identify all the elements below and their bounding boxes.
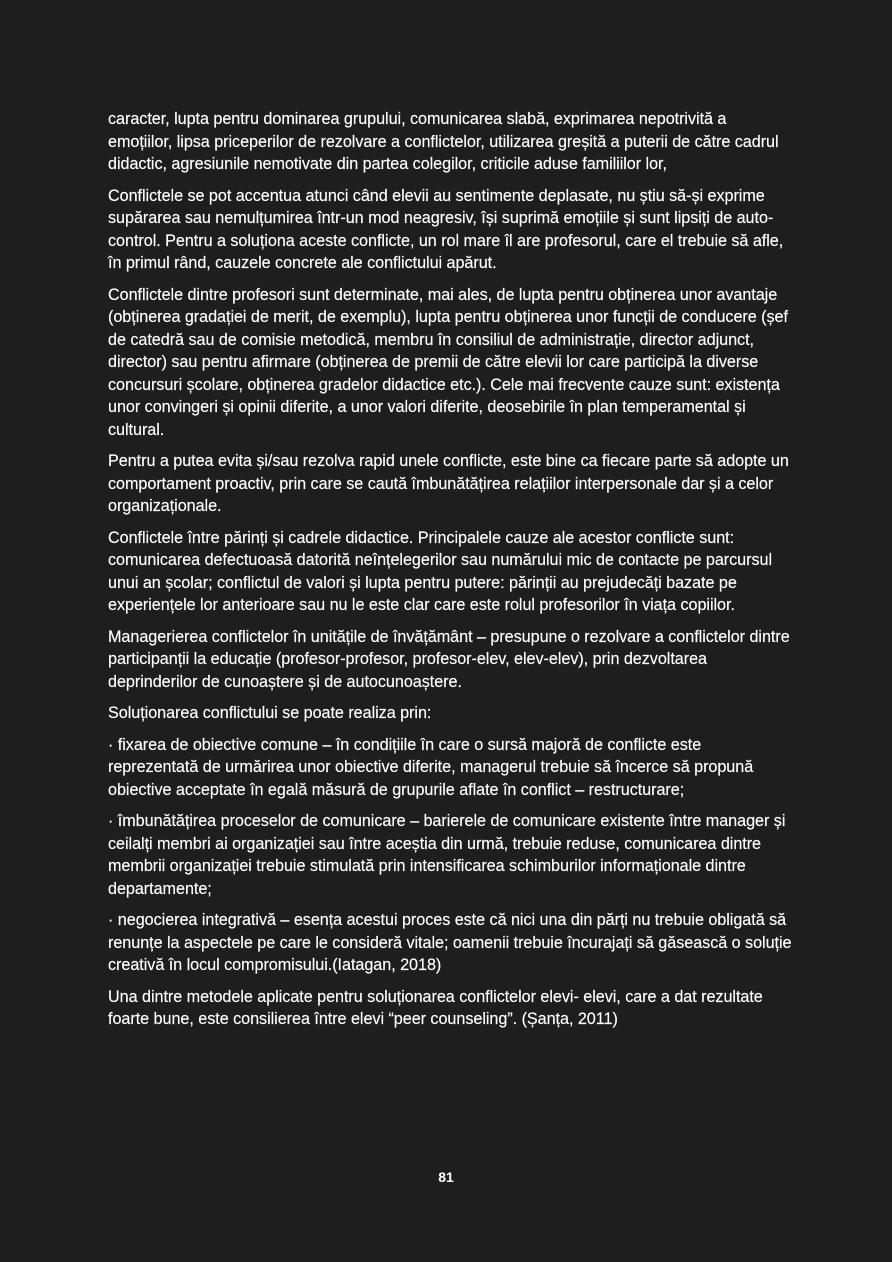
list-item-communication: · îmbunătățirea proceselor de comunicare – barierele de comunicare existente între manager și ceilalți membri ai organizației sau între aceștia din urmă, trebuie reduse, comunicarea dintre membrii organizației trebuie stimulată prin intensificarea schimburilor informaționale dintre departamente; [108, 812, 786, 898]
page-number: 81 [438, 1169, 454, 1185]
paragraph-student-conflicts: Conflictele se pot accentua atunci când elevii au sentimente deplasate, nu știu să-și exprime supărarea sau nemulțumirea într-un mod neagresiv, își suprimă emoțiile și sunt lipsiți de auto-control. Pentru a soluționa aceste conflicte, un rol mare îl are profesorul, care el trebuie să afle, în primul rând, cauzele concrete ale conflictului apărut. [108, 186, 784, 272]
paragraph-resolution-intro: Soluționarea conflictului se poate realiza prin: [108, 704, 432, 722]
list-item-common-objectives: · fixarea de obiective comune – în condițiile în care o sursă majoră de conflicte este reprezentată de urmărirea unor obiective diferite, managerul trebuie să încerce să propună obiective acceptate în egală măsură de grupurile aflate în conflict – restructurare; [108, 735, 754, 799]
paragraph-proactive-behavior: Pentru a putea evita și/sau rezolva rapid unele conflicte, este bine ca fiecare parte să adopte un comportament proactiv, prin care se caută îmbunătățirea relațiilor interpersonale dar și a celor organizaționale. [108, 452, 789, 515]
paragraph-parent-teacher-conflicts: Conflictele între părinți și cadrele didactice. Principalele cauze ale acestor conflicte sunt: comunicarea defectuoasă datorită neînțelegerilor sau numărului mic de contacte pe parcursul unui an școlar; conflictul de valori și lupta pentru putere: părinții au prejudecăți bazate pe experiențele lor anterioare sau nu le este clar care este rolul profesorilor în viața copiilor. [108, 528, 773, 614]
paragraph-conflict-management: Managerierea conflictelor în unitățile de învățământ – presupune o rezolvare a conflictelor dintre participanții la educație (profesor-profesor, profesor-elev, elev-elev), prin dezvoltarea deprinderilor de cunoaștere și de autocunoaștere. [108, 627, 790, 691]
paragraph-peer-counseling: Una dintre metodele aplicate pentru soluționarea conflictelor elevi- elevi, care a dat rezultate foarte bune, este consilierea între elevi “peer counseling”. (Șanța, 2011) [108, 987, 763, 1028]
page-body [108, 108, 792, 1040]
list-item-integrative-negotiation: · negocierea integrativă – esența acestui proces este că nici una din părți nu trebuie obligată să renunțe la aspectele pe care le consideră vitale; oamenii trebuie încurajați să găsească o soluție creativă în locul compromisului.(Iatagan, 2018) [108, 911, 792, 974]
paragraph-causes-continued: caracter, lupta pentru dominarea grupului, comunicarea slabă, exprimarea nepotrivită a emoțiilor, lipsa priceperilor de rezolvare a conflictelor, utilizarea greșită a puterii de către cadrul didactic, agresiunile nemotivate din partea colegilor, criticile aduse familiilor lor, [108, 110, 779, 173]
paragraph-teacher-conflicts: Conflictele dintre profesori sunt determinate, mai ales, de lupta pentru obținerea unor avantaje (obținerea gradației de merit, de exemplu), lupta pentru obținerea unor funcții de conducere (șef de catedră sau de comisie metodică, membru în consiliul de administrație, director adjunct, director) sau pentru afirmare (obținerea de premii de către elevii lor care participă la diverse concursuri școlare, obținerea gradelor didactice etc.). Cele mai frecvente cauze sunt: existența unor convingeri și opinii diferite, a unor valori diferite, deosebirile în plan temperamental și cultural. [108, 285, 788, 439]
